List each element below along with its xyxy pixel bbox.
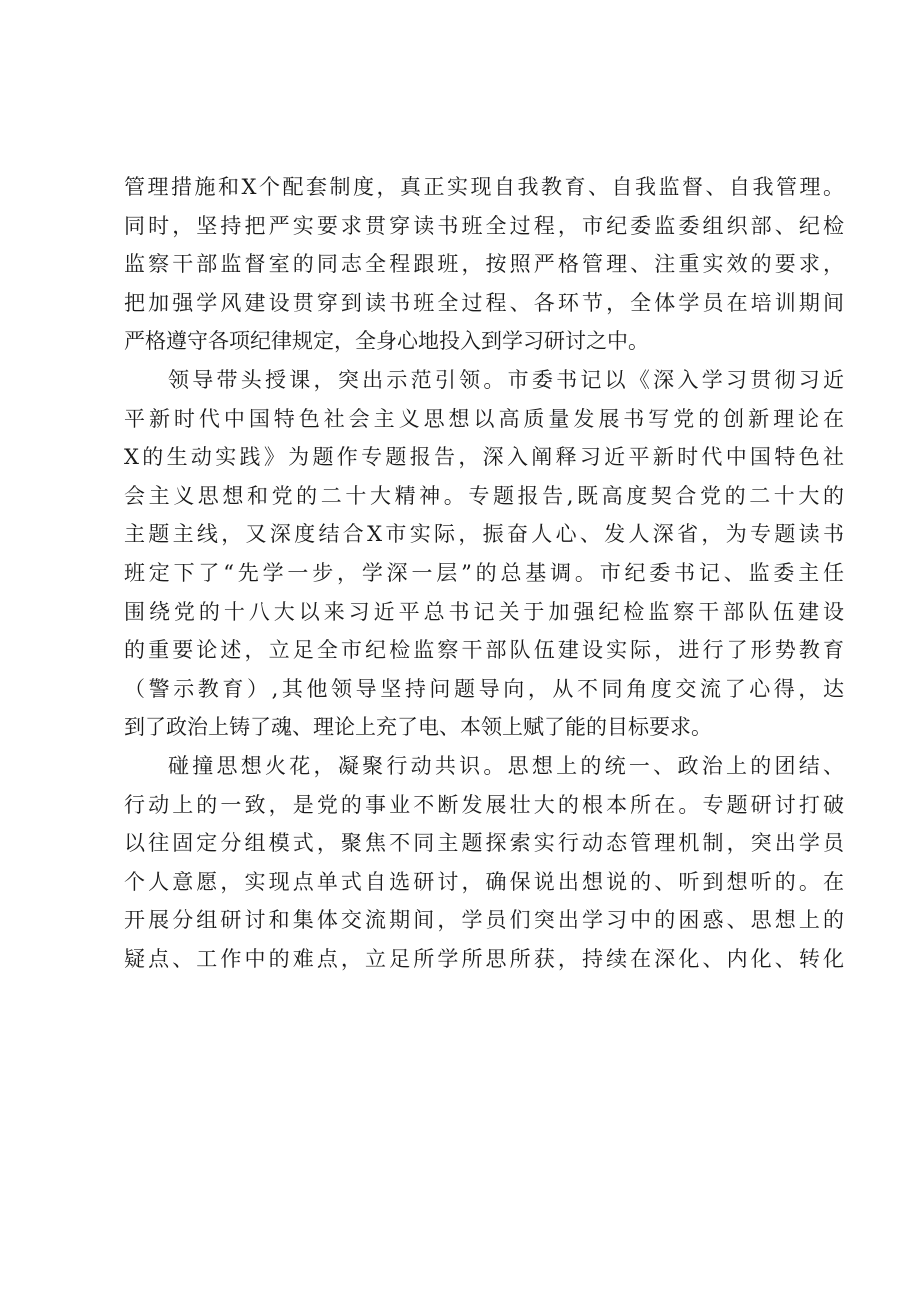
text-line: 开展分组研讨和集体交流期间，学员们突出学习中的困惑、思想上的 — [124, 908, 844, 933]
text-line: 会主义思想和党的二十大精神。专题报告,既高度契合党的二十大的 — [124, 483, 844, 508]
text-line: 以往固定分组模式，聚焦不同主题探索实行动态管理机制，突出学员 — [124, 831, 844, 856]
text-line: 疑点、工作中的难点，立足所学所思所获，持续在深化、内化、转化 — [124, 946, 844, 971]
paragraph-ideas-exchange — [124, 747, 844, 979]
text-line: 到了政治上铸了魂、理论上充了电、本领上赋了能的目标要求。 — [124, 715, 712, 740]
text-line: 严格遵守各项纪律规定，全身心地投入到学习研讨之中。 — [124, 329, 649, 354]
text-line: 平新时代中国特色社会主义思想以高质量发展书写党的创新理论在 — [124, 406, 844, 431]
text-line: 主题主线，又深度结合X市实际，振奋人心、发人深省，为专题读书 — [124, 522, 844, 547]
text-line: 的重要论述，立足全市纪检监察干部队伍建设实际，进行了形势教育 — [124, 638, 844, 663]
paragraph-leadership-lectures — [124, 361, 844, 747]
paragraph-management-measures — [124, 168, 844, 361]
text-line: 管理措施和X个配套制度，真正实现自我教育、自我监督、自我管理。 — [124, 175, 844, 199]
text-line: 监察干部监督室的同志全程跟班，按照严格管理、注重实效的要求， — [124, 252, 844, 277]
text-line: （警示教育）,其他领导坚持问题导向，从不同角度交流了心得，达 — [124, 676, 844, 701]
document-body — [124, 168, 844, 978]
text-line: 班定下了“先学一步，学深一层”的总基调。市纪委书记、监委主任 — [124, 560, 844, 585]
text-line: 同时，坚持把严实要求贯穿读书班全过程，市纪委监委组织部、纪检 — [124, 213, 844, 238]
text-line: 围绕党的十八大以来习近平总书记关于加强纪检监察干部队伍建设 — [124, 599, 844, 624]
text-line: 把加强学风建设贯穿到读书班全过程、各环节，全体学员在培训期间 — [124, 290, 844, 315]
text-line: 领导带头授课，突出示范引领。市委书记以《深入学习贯彻习近 — [168, 367, 844, 392]
text-line: 行动上的一致，是党的事业不断发展壮大的根本所在。专题研讨打破 — [124, 792, 844, 817]
text-line: 碰撞思想火花，凝聚行动共识。思想上的统一、政治上的团结、 — [168, 753, 844, 778]
text-line: 个人意愿，实现点单式自选研讨，确保说出想说的、听到想听的。在 — [124, 869, 844, 894]
text-line: X的生动实践》为题作专题报告，深入阐释习近平新时代中国特色社 — [124, 445, 844, 470]
